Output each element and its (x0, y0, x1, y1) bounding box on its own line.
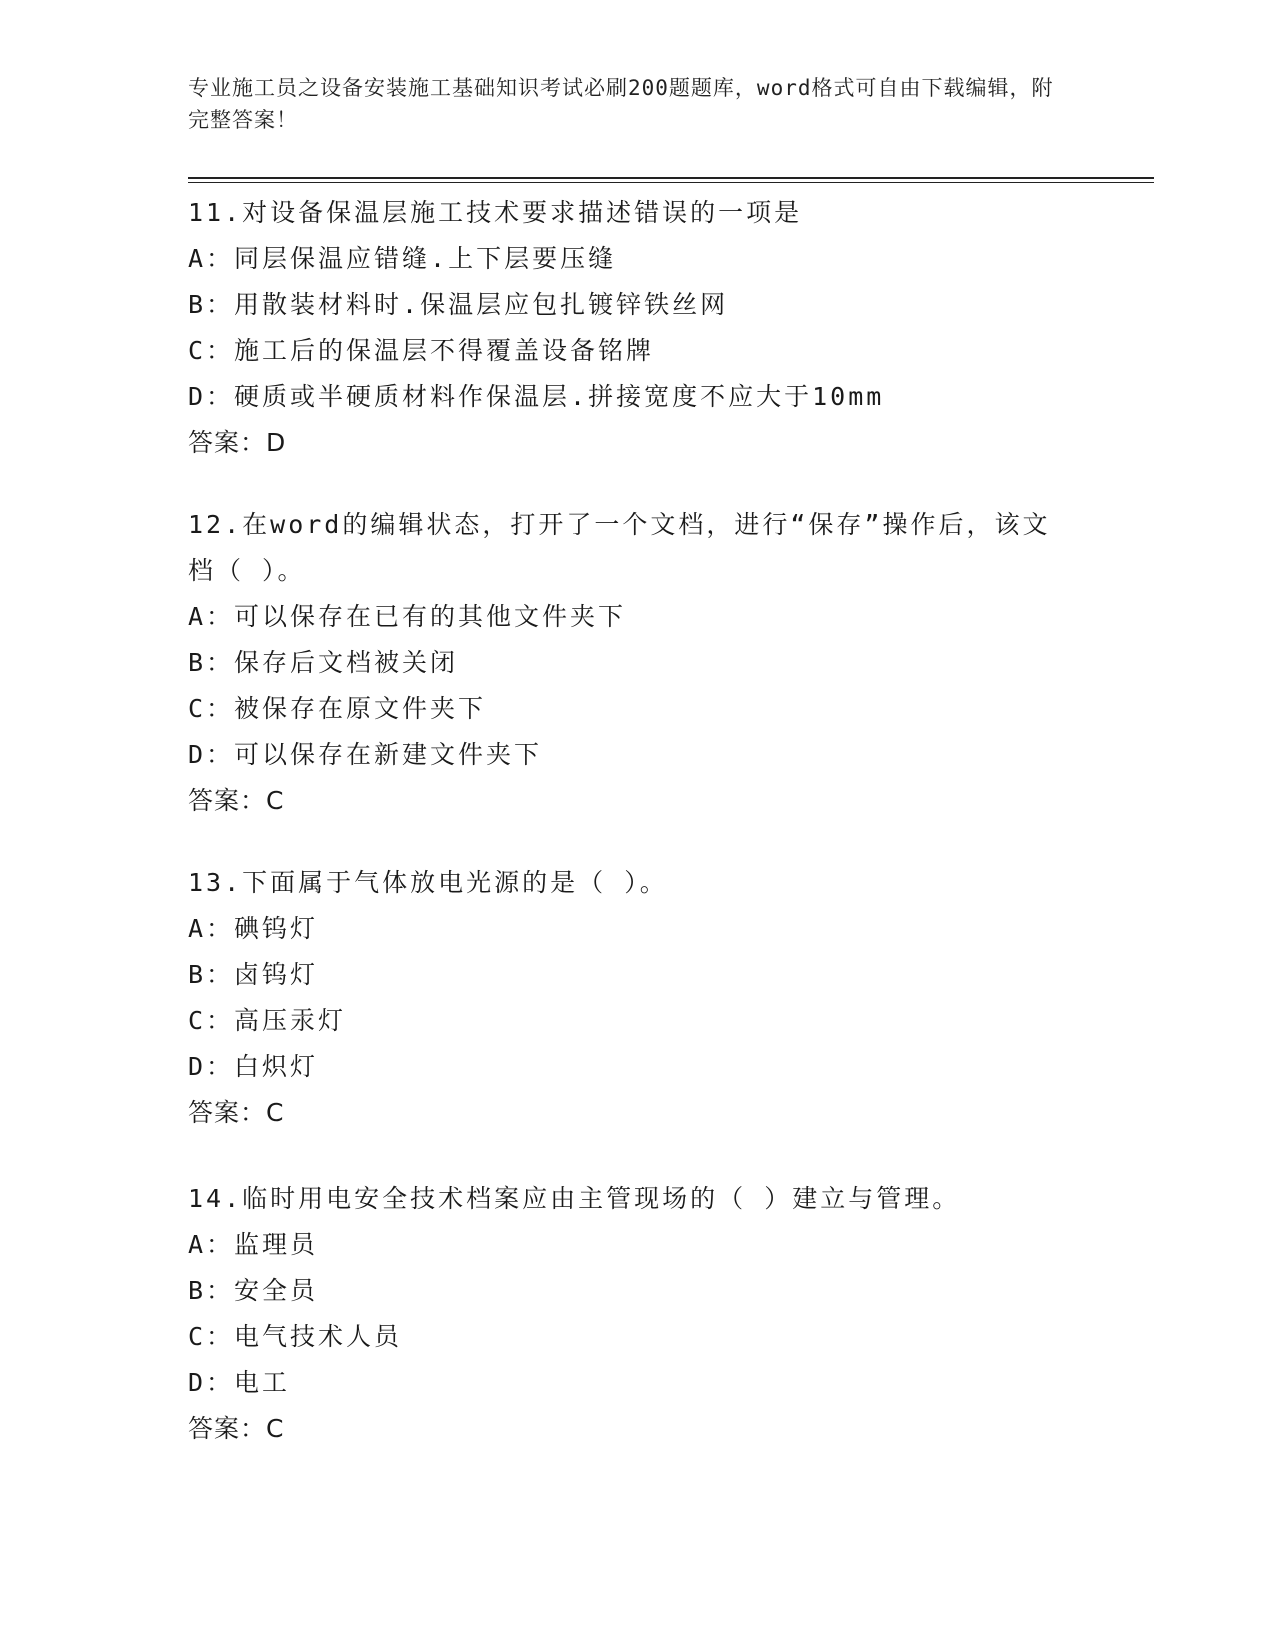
question-stem: 11.对设备保温层施工技术要求描述错误的一项是 (188, 198, 803, 227)
option-a: A：碘钨灯 (188, 914, 319, 943)
option-c: C：施工后的保温层不得覆盖设备铭牌 (188, 336, 655, 365)
option-c: C：被保存在原文件夹下 (188, 694, 487, 723)
document-header: 专业施工员之设备安装施工基础知识考试必刷200题题库，word格式可自由下载编辑，附完整答案！ (188, 76, 1054, 132)
option-d: D：电工 (188, 1368, 291, 1397)
answer-line: 答案：C (188, 1414, 285, 1443)
option-d: D：硬质或半硬质材料作保温层.拼接宽度不应大于10mm (188, 382, 885, 411)
option-d: D：白炽灯 (188, 1052, 319, 1081)
option-a: A：同层保温应错缝.上下层要压缝 (188, 244, 617, 273)
question-11 (188, 190, 1068, 466)
question-stem: 12.在word的编辑状态，打开了一个文档，进行“保存”操作后，该文档（ ）。 (188, 510, 1051, 585)
option-b: B：用散装材料时.保温层应包扎镀锌铁丝网 (188, 290, 729, 319)
option-a: A：可以保存在已有的其他文件夹下 (188, 602, 627, 631)
answer-line: 答案：D (188, 428, 287, 457)
answer-line: 答案：C (188, 1098, 285, 1127)
option-c: C：高压汞灯 (188, 1006, 347, 1035)
option-b: B：保存后文档被关闭 (188, 648, 459, 677)
option-d: D：可以保存在新建文件夹下 (188, 740, 543, 769)
question-13 (188, 860, 1068, 1136)
option-c: C：电气技术人员 (188, 1322, 403, 1351)
question-stem: 14.临时用电安全技术档案应由主管现场的（ ）建立与管理。 (188, 1184, 961, 1213)
option-a: A：监理员 (188, 1230, 319, 1259)
option-b: B：安全员 (188, 1276, 319, 1305)
question-12 (188, 502, 1068, 824)
option-b: B：卤钨灯 (188, 960, 319, 989)
answer-line: 答案：C (188, 786, 285, 815)
header-divider-thick (188, 177, 1154, 179)
question-14 (188, 1176, 1068, 1452)
header-divider-thin (188, 182, 1154, 183)
question-stem: 13.下面属于气体放电光源的是（ ）。 (188, 868, 668, 897)
